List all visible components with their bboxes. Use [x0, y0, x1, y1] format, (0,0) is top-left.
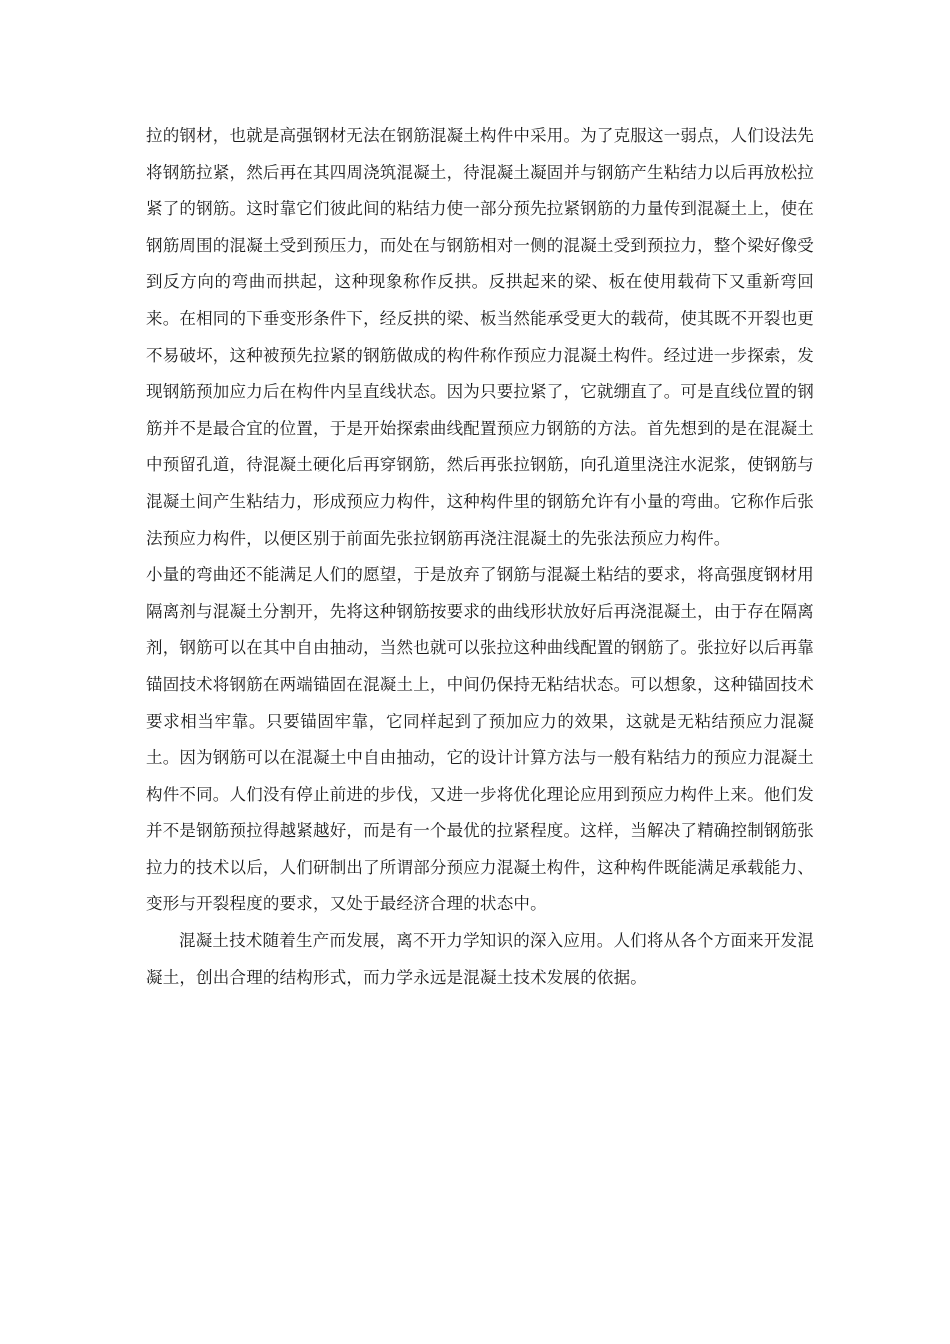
body-text [146, 118, 814, 996]
paragraph-continuation: 拉的钢材，也就是高强钢材无法在钢筋混凝土构件中采用。为了克服这一弱点，人们设法先将钢筋拉紧，然后再在其四周浇筑混凝土，待混凝土凝固并与钢筋产生粘结力以后再放松拉紧了的钢筋。这时靠它们彼此间的粘结力使一部分预先拉紧钢筋的力量传到混凝土上，使在钢筋周围的混凝土受到预压力，而处在与钢筋相对一侧的混凝土受到预拉力，整个梁好像受到反方向的弯曲而拱起，这种现象称作反拱。反拱起来的梁、板在使用载荷下又重新弯回来。在相同的下垂变形条件下，经反拱的梁、板当然能承受更大的载荷，使其既不开裂也更不易破坏，这种被预先拉紧的钢筋做成的构件称作预应力混凝土构件。经过进一步探索，发现钢筋预加应力后在构件内呈直线状态。因为只要拉紧了，它就绷直了。可是直线位置的钢筋并不是最合宜的位置，于是开始探索曲线配置预应力钢筋的方法。首先想到的是在混凝土中预留孔道，待混凝土硬化后再穿钢筋，然后再张拉钢筋，向孔道里浇注水泥浆，使钢筋与混凝土间产生粘结力，形成预应力构件，这种构件里的钢筋允许有小量的弯曲。它称作后张法预应力构件，以便区别于前面先张拉钢筋再浇注混凝土的先张法预应力构件。 [146, 126, 814, 548]
paragraph-conclusion: 混凝土技术随着生产而发展，离不开力学知识的深入应用。人们将从各个方面来开发混凝土，创出合理的结构形式，而力学永远是混凝土技术发展的依据。 [146, 931, 814, 987]
paragraph-unbonded-prestress: 小量的弯曲还不能满足人们的愿望，于是放弃了钢筋与混凝土粘结的要求，将高强度钢材用隔离剂与混凝土分割开，先将这种钢筋按要求的曲线形状放好后再浇混凝土，由于存在隔离剂，钢筋可以在其中自由抽动，当然也就可以张拉这种曲线配置的钢筋了。张拉好以后再靠锚固技术将钢筋在两端锚固在混凝土上，中间仍保持无粘结状态。可以想象，这种锚固技术要求相当牢靠。只要锚固牢靠，它同样起到了预加应力的效果，这就是无粘结预应力混凝土。因为钢筋可以在混凝土中自由抽动，它的设计计算方法与一般有粘结力的预应力混凝土构件不同。人们没有停止前进的步伐，又进一步将优化理论应用到预应力构件上来。他们发并不是钢筋预拉得越紧越好，而是有一个最优的拉紧程度。这样，当解决了精确控制钢筋张拉力的技术以后，人们研制出了所谓部分预应力混凝土构件，这种构件既能满足承载能力、变形与开裂程度的要求，又处于最经济合理的状态中。 [146, 565, 814, 914]
